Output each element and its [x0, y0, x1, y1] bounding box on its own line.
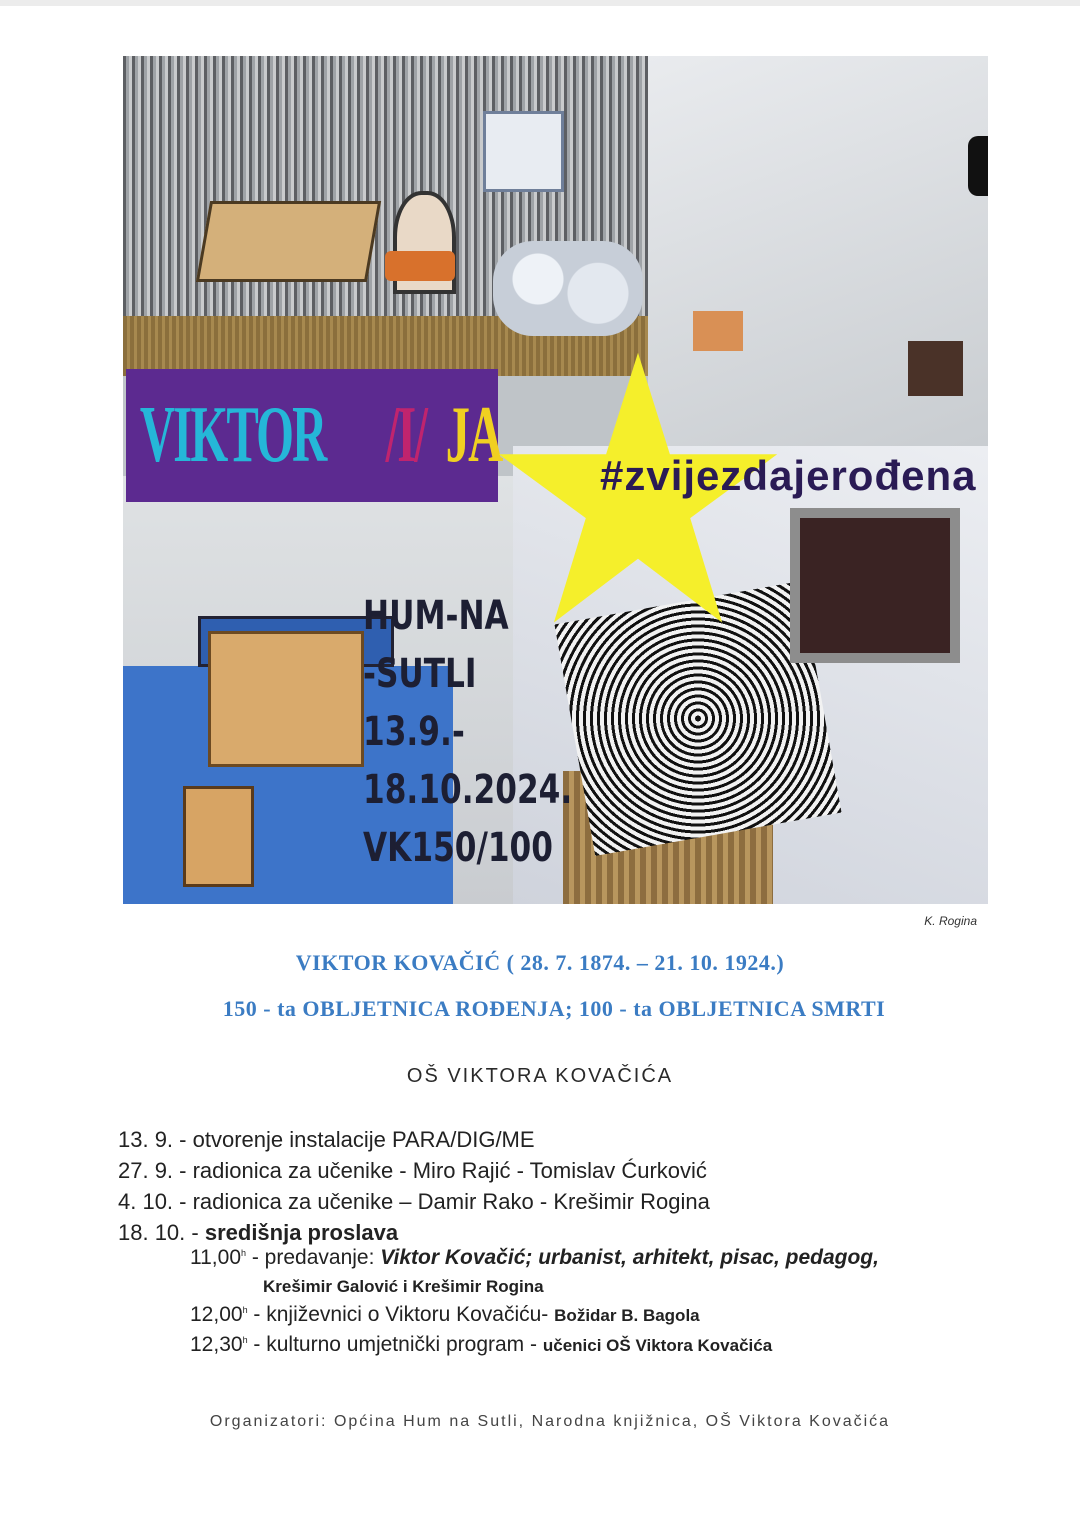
info-date-start: 13.9.- [363, 709, 465, 755]
wooden-box-image [183, 786, 254, 887]
ornament-frame-image [790, 508, 960, 663]
info-code: VK150/100 [363, 825, 553, 871]
school-name: OŠ VIKTORA KOVAČIĆA [406, 1065, 674, 1087]
framed-picture-image [483, 111, 564, 192]
program-text: središnja proslava [204, 1220, 399, 1245]
cloud-pattern-image [493, 241, 643, 336]
lecture-title: Viktor Kovačić; urbanist, arhitekt, pisac, pedagog, [380, 1246, 879, 1269]
sub-label: - književnici o Viktoru Kovačiću- [247, 1303, 549, 1326]
poster-info [363, 587, 572, 877]
program-date: 27. 9. - [118, 1158, 187, 1183]
title-part-viktor: VIKTOR [139, 391, 326, 479]
sub-item-writers [190, 1303, 700, 1327]
sub-label: - kulturno umjetnički program - [247, 1333, 538, 1356]
chair-cushion-image [385, 251, 455, 281]
program-item [118, 1124, 710, 1155]
heading-anniversary: 150 - ta OBLJETNICA ROĐENJA; 100 - ta OBLJETNICA SMRTI [222, 996, 886, 1021]
sub-people: Božidar B. Bagola [554, 1306, 700, 1325]
orange-shape-image [693, 311, 743, 351]
program-list [118, 1124, 710, 1248]
info-date-end: 18.10.2024. [363, 767, 573, 813]
dark-chair-image [908, 341, 963, 396]
sub-label: - predavanje: [246, 1246, 381, 1269]
program-date: 13. 9. - [118, 1127, 187, 1152]
vase-image [968, 136, 988, 196]
sub-item-lecture [190, 1246, 879, 1270]
title-part-i: /I/ [385, 391, 427, 479]
organizers: Organizatori: Općina Hum na Sutli, Narodna knjižnica, OŠ Viktora Kovačića [209, 1413, 891, 1430]
sub-people: učenici OŠ Viktora Kovačića [542, 1336, 773, 1355]
program-item [118, 1217, 710, 1248]
sub-time: 12,30$^h$ [190, 1333, 248, 1356]
program-text: otvorenje instalacije PARA/DIG/ME [192, 1127, 535, 1152]
sub-item-culture [190, 1333, 772, 1357]
title-part-ja: JA [445, 391, 502, 479]
program-item [118, 1186, 710, 1217]
program-date: 18. 10. - [118, 1220, 199, 1245]
poster-title [126, 369, 502, 502]
writing-desk-image [196, 201, 381, 282]
info-place-2: -SUTLI [363, 651, 477, 697]
program-text: radionica za učenike – Damir Rako - Krešimir Rogina [192, 1189, 710, 1214]
sub-time: 12,00$^h$ [190, 1303, 248, 1326]
image-credit: K. Rogina [924, 914, 977, 928]
heading-name-dates: VIKTOR KOVAČIĆ ( 28. 7. 1874. – 21. 10. 1924.) [295, 950, 785, 975]
hashtag-text: #zvijezdajerođena [600, 452, 977, 499]
program-item [118, 1155, 710, 1186]
info-place-1: HUM-NA [363, 593, 509, 639]
wooden-desk-image [208, 631, 364, 767]
top-border [0, 0, 1080, 6]
lecture-people: Krešimir Galović i Krešimir Rogina [263, 1277, 544, 1296]
program-text: radionica za učenike - Miro Rajić - Tomislav Ćurković [192, 1158, 707, 1183]
program-date: 4. 10. - [118, 1189, 187, 1214]
sub-time: 11,00$^h$ [190, 1246, 247, 1269]
